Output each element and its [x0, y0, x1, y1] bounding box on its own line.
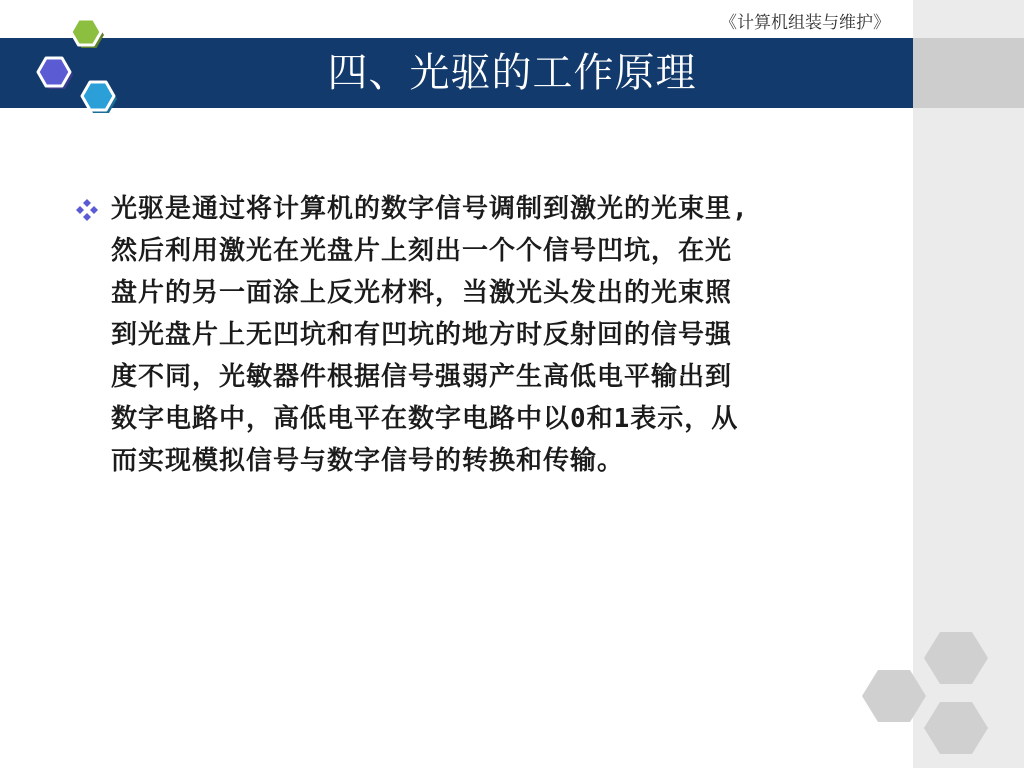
- diamond-bullet-icon: [75, 198, 99, 222]
- gray-hexagon: [862, 670, 926, 722]
- slide-title: 四、光驱的工作原理: [327, 50, 697, 96]
- course-name: 《计算机组装与维护》: [720, 13, 890, 33]
- paragraph-line: 然后利用激光在光盘片上刻出一个个信号凹坑，在光: [111, 236, 733, 266]
- paragraph-line: 而实现模拟信号与数字信号的转换和传输。: [111, 446, 625, 476]
- decorative-hexagons-icon: [860, 630, 1024, 768]
- gray-hexagon: [924, 632, 988, 684]
- paragraph-line: 数字电路中，高低电平在数字电路中以0和1表示，从: [111, 404, 739, 434]
- paragraph-line: 盘片的另一面涂上反光材料，当激光头发出的光束照: [111, 278, 733, 308]
- gray-hexagon: [924, 702, 988, 754]
- bullet-paragraph: [111, 188, 911, 482]
- paragraph-line: 到光盘片上无凹坑和有凹坑的地方时反射回的信号强: [111, 320, 733, 350]
- paragraph-line: 度不同，光敏器件根据信号强弱产生高低电平输出到: [111, 362, 733, 392]
- paragraph-line: 光驱是通过将计算机的数字信号调制到激光的光束里,: [111, 194, 749, 224]
